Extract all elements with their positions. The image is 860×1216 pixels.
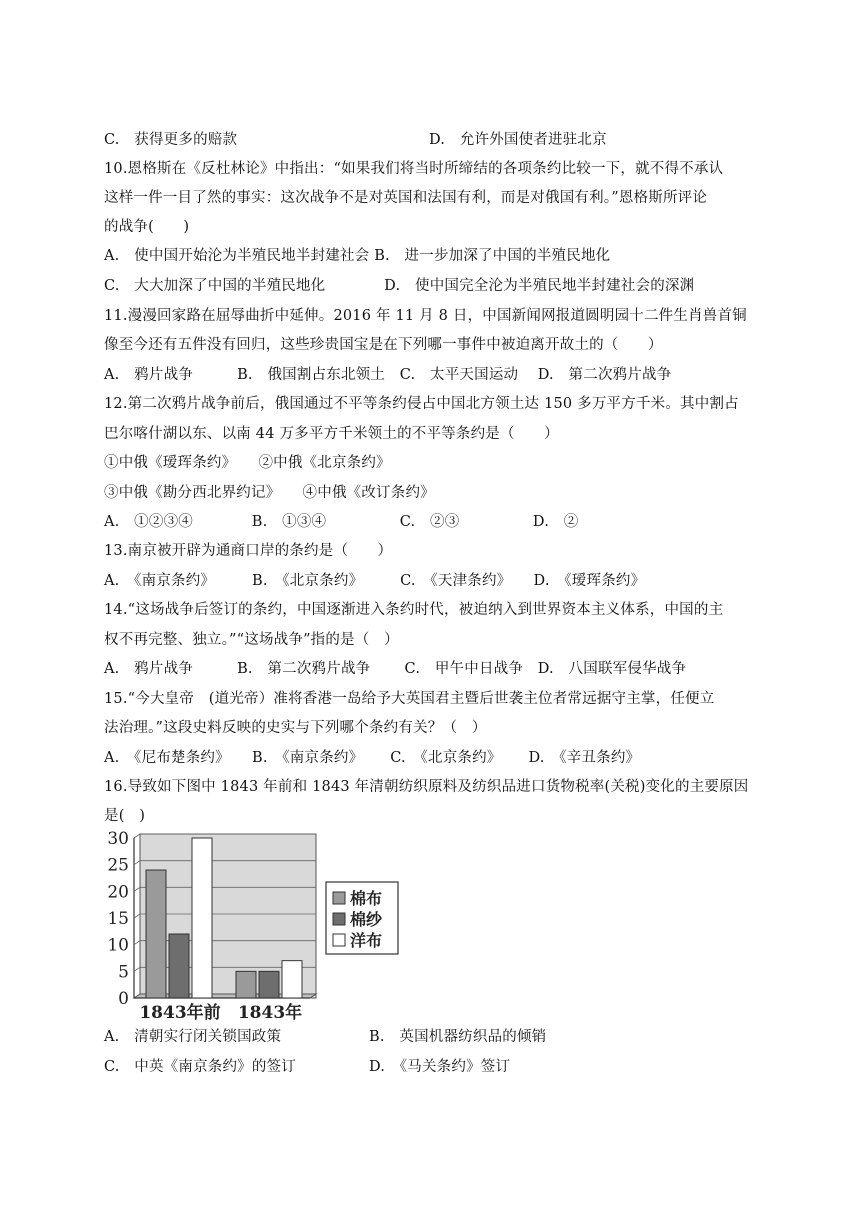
q16-options-ab bbox=[104, 1027, 764, 1047]
x-category-label: 1843年 bbox=[237, 1003, 303, 1020]
bar bbox=[236, 971, 256, 998]
y-tick-label: 5 bbox=[118, 962, 129, 983]
x-category-label: 1843年前 bbox=[139, 1003, 221, 1020]
tariff-bar-chart-svg bbox=[104, 830, 414, 1020]
q11-stem-line: 11.漫漫回家路在屈辱曲折中延伸。2016 年 11 月 8 日，中国新闻网报道圆明园十二件生肖兽首铜 bbox=[104, 308, 747, 324]
q12-item: ③中俄《勘分西北界约记》 ④中俄《改订条约》 bbox=[104, 485, 435, 501]
gridline-diag bbox=[134, 941, 140, 945]
legend-label: 洋布 bbox=[350, 931, 383, 950]
q11-stem-line: 像至今还有五件没有回归，这些珍贵国宝是在下列哪一事件中被迫离开故土的（ ） bbox=[104, 337, 663, 353]
y-tick-label: 20 bbox=[107, 882, 129, 903]
legend-label: 棉纱 bbox=[350, 910, 383, 929]
q15-stem-line: 15.“今大皇帝 (道光帝）准将香港一岛给予大英国君主暨后世袭主位者常远据守主掌，任便立 bbox=[104, 691, 715, 707]
q10-stem-line: 10.恩格斯在《反杜林论》中指出：“如果我们将当时所缔结的各项条约比较一下，就不得不承认 bbox=[104, 161, 724, 177]
legend-swatch bbox=[333, 892, 345, 904]
q12-stem-line: 巴尔喀什湖以东、以南 44 万多平方千米领土的不平等条约是（ ） bbox=[104, 426, 559, 442]
q9-options-cd bbox=[104, 130, 764, 150]
legend-swatch bbox=[333, 934, 345, 946]
y-tick-label: 30 bbox=[107, 830, 129, 849]
tariff-bar-chart bbox=[104, 830, 414, 1020]
q9-option-d: D. 允许外国使者进驻北京 bbox=[429, 132, 607, 148]
q10-options: C. 大大加深了中国的半殖民地化 D. 使中国完全沦为半殖民地半封建社会的深渊 bbox=[104, 278, 695, 294]
q12-stem-line: 12.第二次鸦片战争前后，俄国通过不平等条约侵占中国北方领土达 150 多万平方千米。其中割占 bbox=[104, 396, 739, 412]
bar bbox=[169, 934, 189, 998]
q15-options: A. 《尼布楚条约》 B. 《南京条约》 C. 《北京条约》 D. 《辛丑条约》 bbox=[104, 750, 641, 766]
q14-options: A. 鸦片战争 B. 第二次鸦片战争 C. 甲午中日战争 D. 八国联军侵华战争 bbox=[104, 661, 687, 677]
q10-stem-line: 的战争( ) bbox=[104, 219, 190, 235]
q16-option-c: C. 中英《南京条约》的签订 bbox=[104, 1059, 296, 1075]
gridline-diag bbox=[134, 887, 140, 891]
legend-label: 棉布 bbox=[350, 889, 383, 908]
q13-stem: 13.南京被开辟为通商口岸的条约是（ ） bbox=[104, 543, 393, 559]
gridline-diag bbox=[134, 914, 140, 918]
q16-option-a: A. 清朝实行闭关锁国政策 bbox=[104, 1029, 282, 1045]
q12-item: ①中俄《瑷珲条约》 ②中俄《北京条约》 bbox=[104, 455, 391, 471]
bar bbox=[259, 971, 279, 998]
q16-options-cd bbox=[104, 1057, 764, 1077]
q10-options: A. 使中国开始沦为半殖民地半封建社会 B. 进一步加深了中国的半殖民地化 bbox=[104, 248, 611, 264]
y-tick-label: 10 bbox=[107, 935, 129, 956]
q14-stem-line: 权不再完整、独立。”“这场战争”指的是（ ） bbox=[104, 632, 399, 648]
q16-option-d: D. 《马关条约》签订 bbox=[369, 1059, 511, 1075]
legend-swatch bbox=[333, 913, 345, 925]
q15-stem-line: 法治理。”这段史料反映的史实与下列哪个条约有关？（ ） bbox=[104, 720, 487, 736]
y-tick-label: 25 bbox=[107, 855, 129, 876]
y-tick-label: 15 bbox=[107, 909, 129, 929]
gridline-diag bbox=[134, 861, 140, 865]
gridline-diag bbox=[134, 967, 140, 971]
q12-options: A. ①②③④ B. ①③④ C. ②③ D. ② bbox=[104, 514, 579, 530]
q16-stem-line: 是( ) bbox=[104, 808, 146, 824]
q16-stem-line: 16.导致如下图中 1843 年前和 1843 年清朝纺织原料及纺织品进口货物税率(关税)变化的主要原因 bbox=[104, 779, 749, 795]
q11-options: A. 鸦片战争 B. 俄国割占东北领土 C. 太平天国运动 D. 第二次鸦片战争 bbox=[104, 367, 672, 383]
bar bbox=[282, 961, 302, 998]
y-tick-label: 0 bbox=[118, 989, 129, 1009]
bar bbox=[192, 838, 212, 998]
bar bbox=[146, 870, 166, 998]
q13-options: A. 《南京条约》 B. 《北京条约》 C. 《天津条约》 D. 《瑷珲条约》 bbox=[104, 573, 646, 589]
gridline-diag bbox=[134, 834, 140, 838]
q9-option-c: C. 获得更多的赔款 bbox=[104, 132, 238, 148]
q16-option-b: B. 英国机器纺织品的倾销 bbox=[369, 1029, 547, 1045]
q10-stem-line: 这样一件一目了然的事实：这次战争不是对英国和法国有利，而是对俄国有利。”恩格斯所评论 bbox=[104, 190, 708, 206]
q14-stem-line: 14.“这场战争后签订的条约，中国逐渐进入条约时代，被迫纳入到世界资本主义体系，中国的主 bbox=[104, 602, 724, 618]
